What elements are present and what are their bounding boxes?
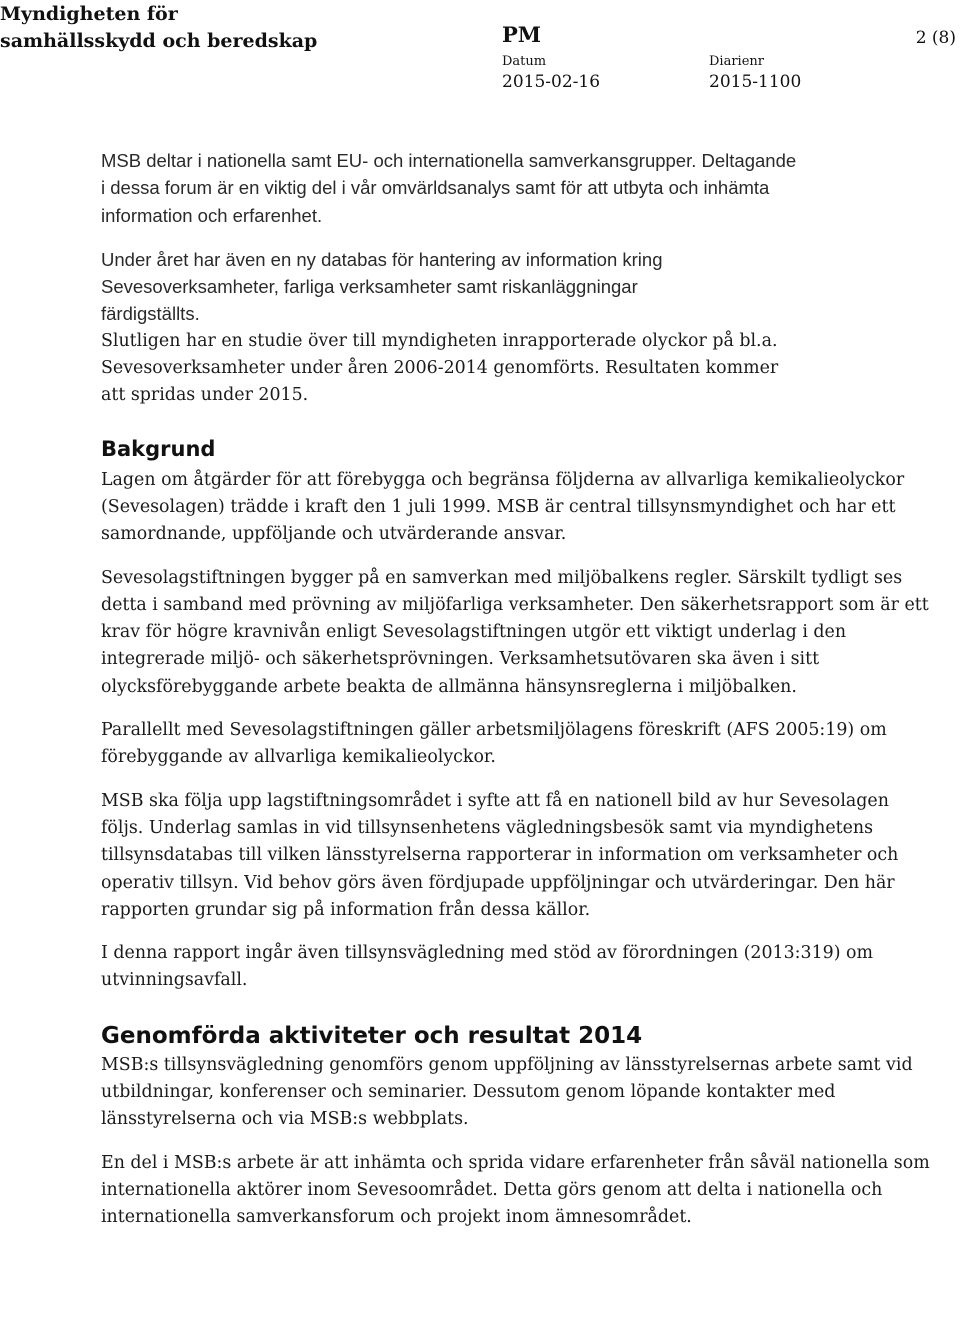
agency-name-line2: samhällsskydd och beredskap (0, 30, 318, 52)
paragraph-sevesolagen: Lagen om åtgärder för att förebygga och begränsa följderna av allvarliga kemikalieolyckor (Sevesolagen) trädde i kraft den 1 juli 1999. MSB är central tillsynsmyndighet och har ett samordnande, uppföljande och utvärderande ansvar. (101, 469, 905, 545)
paragraph-erfarenheter: En del i MSB:s arbete är att inhämta och sprida vidare erfarenheter från såväl nationella som internationella aktörer inom Sevesoområdet. Detta görs genom att delta i nationella och internationella samverkansforum och projekt inom ämnesområdet. (101, 1152, 930, 1228)
diarienr-value: 2015-1100 (709, 72, 802, 92)
diarienr-label: Diarienr (709, 54, 764, 69)
heading-genomforda-aktiviteter: Genomförda aktiviteter och resultat 2014 (101, 1022, 643, 1049)
date-label: Datum (502, 54, 547, 69)
document-type: PM (502, 22, 542, 47)
heading-bakgrund: Bakgrund (101, 436, 216, 461)
paragraph-international-cooperation: MSB deltar i nationella samt EU- och internationella samverkansgrupper. Deltagande i dessa forum är en viktig del i vår omvärldsanalys samt för att utbyta och inhämta information och erfarenhet. (101, 150, 797, 226)
page-number: 2 (8) (915, 28, 956, 48)
agency-name (0, 1, 317, 55)
agency-name-line1: Myndigheten för (0, 3, 178, 25)
paragraph-accident-study: Slutligen har en studie över till myndigheten inrapporterade olyckor på bl.a. Sevesoverksamheter under åren 2006-2014 genomförts. Resultaten kommer att spridas under 2015. (101, 330, 779, 406)
paragraph-utvinningsavfall: I denna rapport ingår även tillsynsvägledning med stöd av förordningen (2013:319) om utvinningsavfall. (101, 943, 873, 991)
paragraph-follow-up: MSB ska följa upp lagstiftningsområdet i syfte att få en nationell bild av hur Sevesolagen följs. Underlag samlas in vid tillsynsenhetens vägledningsbesök samt via myndighetens tillsynsdatabas till vilken länsstyrelserna rapporterar in information om verksamheter och operativ tillsyn. Vid behov görs även fördjupade uppföljningar och utvärderingar. Den här rapporten grundar sig på information från dessa källor. (101, 790, 899, 920)
paragraph-new-database: Under året har även en ny databas för hantering av information kring Sevesoverksamheter, farliga verksamheter samt riskanläggningar färdigställts. (101, 248, 663, 325)
paragraph-miljobalken: Sevesolagstiftningen bygger på en samverkan med miljöbalkens regler. Särskilt tydligt ses detta i samband med prövning av miljöfarliga verksamheter. Den säkerhetsrapport som är ett krav för högre kravnivån enligt Sevesolagstiftningen utgör ett viktigt underlag i den integrerade miljö- och säkerhetsprövningen. Verksamhetsutövaren ska även i sitt olycksförebyggande arbete beakta de allmänna hänsynsreglerna i miljöbalken. (101, 567, 929, 697)
date-value: 2015-02-16 (502, 72, 601, 92)
document-body (101, 147, 931, 1232)
paragraph-afs: Parallellt med Sevesolagstiftningen gäller arbetsmiljölagens föreskrift (AFS 2005:19) om förebyggande av allvarliga kemikalieolyckor. (101, 720, 887, 768)
paragraph-tillsynsvagledning: MSB:s tillsynsvägledning genomförs genom uppföljning av länsstyrelsernas arbete samt vid utbildningar, konferenser och seminarier. Dessutom genom löpande kontakter med länsstyrelserna och via MSB:s webbplats. (101, 1054, 913, 1130)
